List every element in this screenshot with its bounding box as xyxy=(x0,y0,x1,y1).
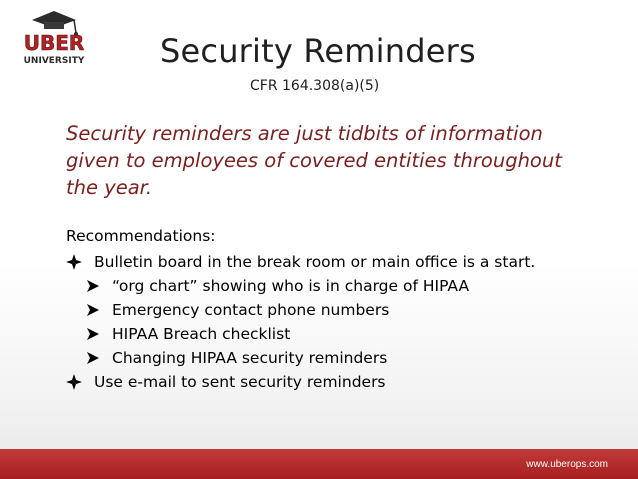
list-item xyxy=(66,322,535,346)
list-item xyxy=(66,298,535,322)
intro-paragraph: Security reminders are just tidbits of information given to employees of covered entities throughout the year. xyxy=(66,122,562,199)
list-item xyxy=(66,370,535,394)
slide-subtitle: CFR 164.308(a)(5) xyxy=(250,78,380,94)
list-item xyxy=(66,250,535,274)
slide-title: Security Reminders xyxy=(160,32,476,70)
list-item-text: HIPAA Breach checklist xyxy=(112,325,291,343)
diamond-bullet-icon xyxy=(66,374,94,390)
arrow-bullet-icon xyxy=(86,303,112,317)
recommendations-label: Recommendations: xyxy=(66,227,216,245)
arrow-bullet-icon xyxy=(86,279,112,293)
list-item-text: Bulletin board in the break room or main office is a start. xyxy=(94,253,536,271)
arrow-bullet-icon xyxy=(86,327,112,341)
list-item-text: Changing HIPAA security reminders xyxy=(112,349,388,367)
list-item-text: Emergency contact phone numbers xyxy=(112,301,390,319)
arrow-bullet-icon xyxy=(86,351,112,365)
footer-url[interactable]: www.uberops.com xyxy=(526,459,608,470)
list-item-text: “org chart” showing who is in charge of HIPAA xyxy=(112,277,470,295)
svg-text:UNIVERSITY: UNIVERSITY xyxy=(23,56,85,66)
uber-university-logo xyxy=(8,6,100,68)
list-item-text: Use e-mail to sent security reminders xyxy=(94,373,386,391)
list-item xyxy=(66,346,535,370)
diamond-bullet-icon xyxy=(66,254,94,270)
list-item xyxy=(66,274,535,298)
svg-text:UBER: UBER xyxy=(23,31,85,55)
recommendations-list xyxy=(66,250,535,394)
